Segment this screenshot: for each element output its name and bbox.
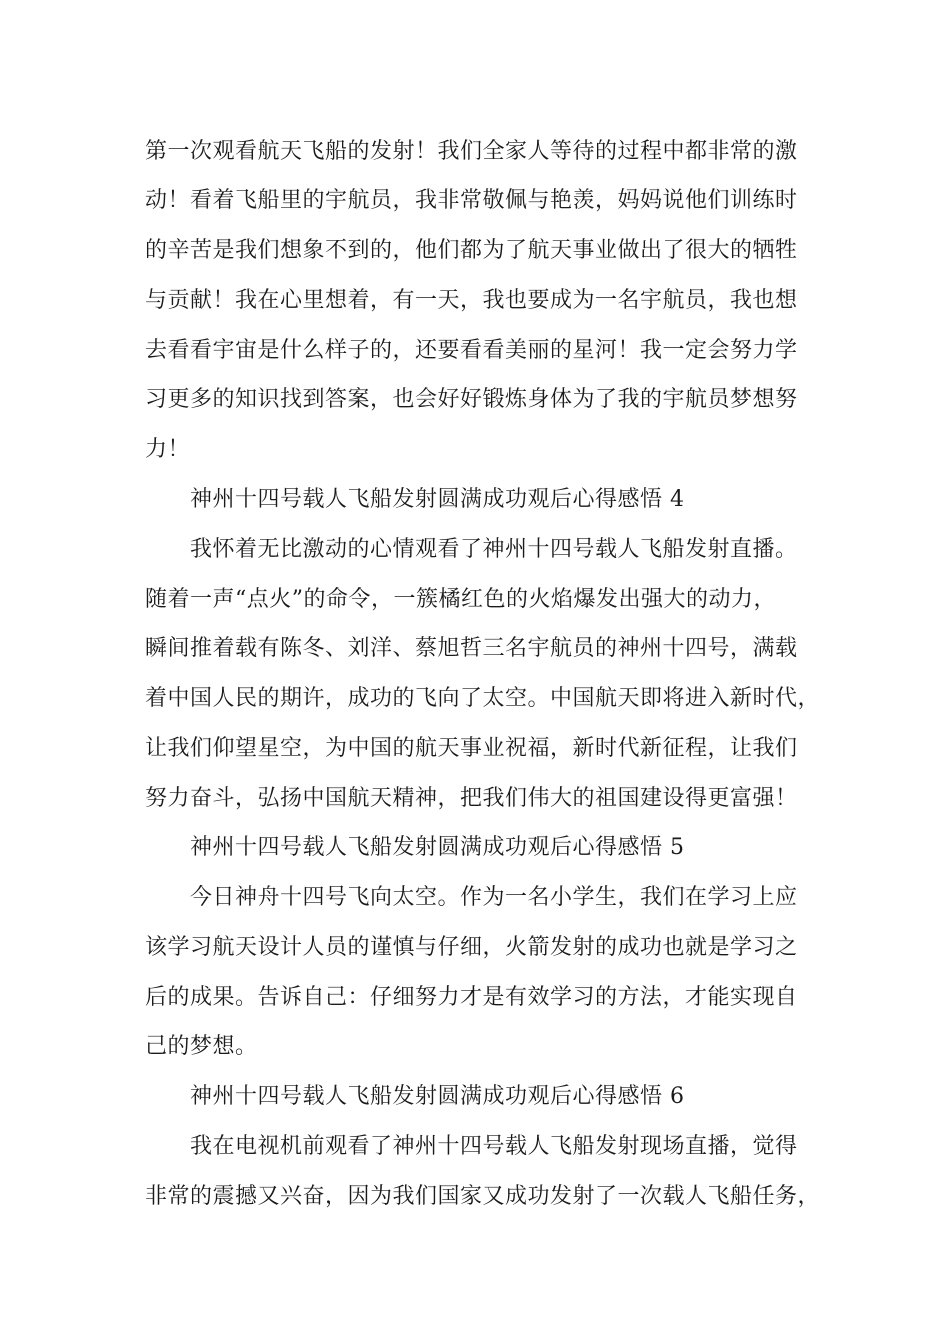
paragraph-line: 习更多的知识找到答案，也会好好锻炼身体为了我的宇航员梦想努 [145,387,798,412]
paragraph-line: 去看看宇宙是什么样子的，还要看看美丽的星河！我一定会努力学 [145,338,798,363]
paragraph-line: 己的梦想。 [145,1034,258,1059]
paragraph-line: 第一次观看航天飞船的发射！我们全家人等待的过程中都非常的激 [145,139,798,164]
paragraph-line: 让我们仰望星空，为中国的航天事业祝福，新时代新征程，让我们 [145,736,798,761]
paragraph-line: 力！ [145,437,191,462]
paragraph-line: 动！看着飞船里的宇航员，我非常敬佩与艳羡，妈妈说他们训练时 [145,188,798,213]
section-heading: 神州十四号载人飞船发射圆满成功观后心得感悟 6 [190,1084,685,1109]
paragraph-line: 瞬间推着载有陈冬、刘洋、蔡旭哲三名宇航员的神州十四号，满载 [145,636,798,661]
paragraph-line: 我在电视机前观看了神州十四号载人飞船发射现场直播，觉得 [190,1134,798,1159]
paragraph-line: 该学习航天设计人员的谨慎与仔细，火箭发射的成功也就是学习之 [145,935,798,960]
paragraph-line: 的辛苦是我们想象不到的，他们都为了航天事业做出了很大的牺牲 [145,238,798,263]
paragraph-line: 与贡献！我在心里想着，有一天，我也要成为一名宇航员，我也想 [145,288,798,313]
paragraph-line: 我怀着无比激动的心情观看了神州十四号载人飞船发射直播。 [190,537,798,562]
paragraph-line: 后的成果。告诉自己：仔细努力才是有效学习的方法，才能实现自 [145,985,798,1010]
paragraph-line: 着中国人民的期许，成功的飞向了太空。中国航天即将进入新时代， [145,686,821,711]
paragraph-line: 随着一声“点火”的命令，一簇橘红色的火焰爆发出强大的动力， [145,587,776,612]
paragraph-line: 非常的震撼又兴奋，因为我们国家又成功发射了一次载人飞船任务， [145,1184,821,1209]
paragraph-line: 今日神舟十四号飞向太空。作为一名小学生，我们在学习上应 [190,885,798,910]
section-heading: 神州十四号载人飞船发射圆满成功观后心得感悟 4 [190,487,685,512]
paragraph-line: 努力奋斗，弘扬中国航天精神，把我们伟大的祖国建设得更富强！ [145,786,798,811]
section-heading: 神州十四号载人飞船发射圆满成功观后心得感悟 5 [190,835,685,860]
